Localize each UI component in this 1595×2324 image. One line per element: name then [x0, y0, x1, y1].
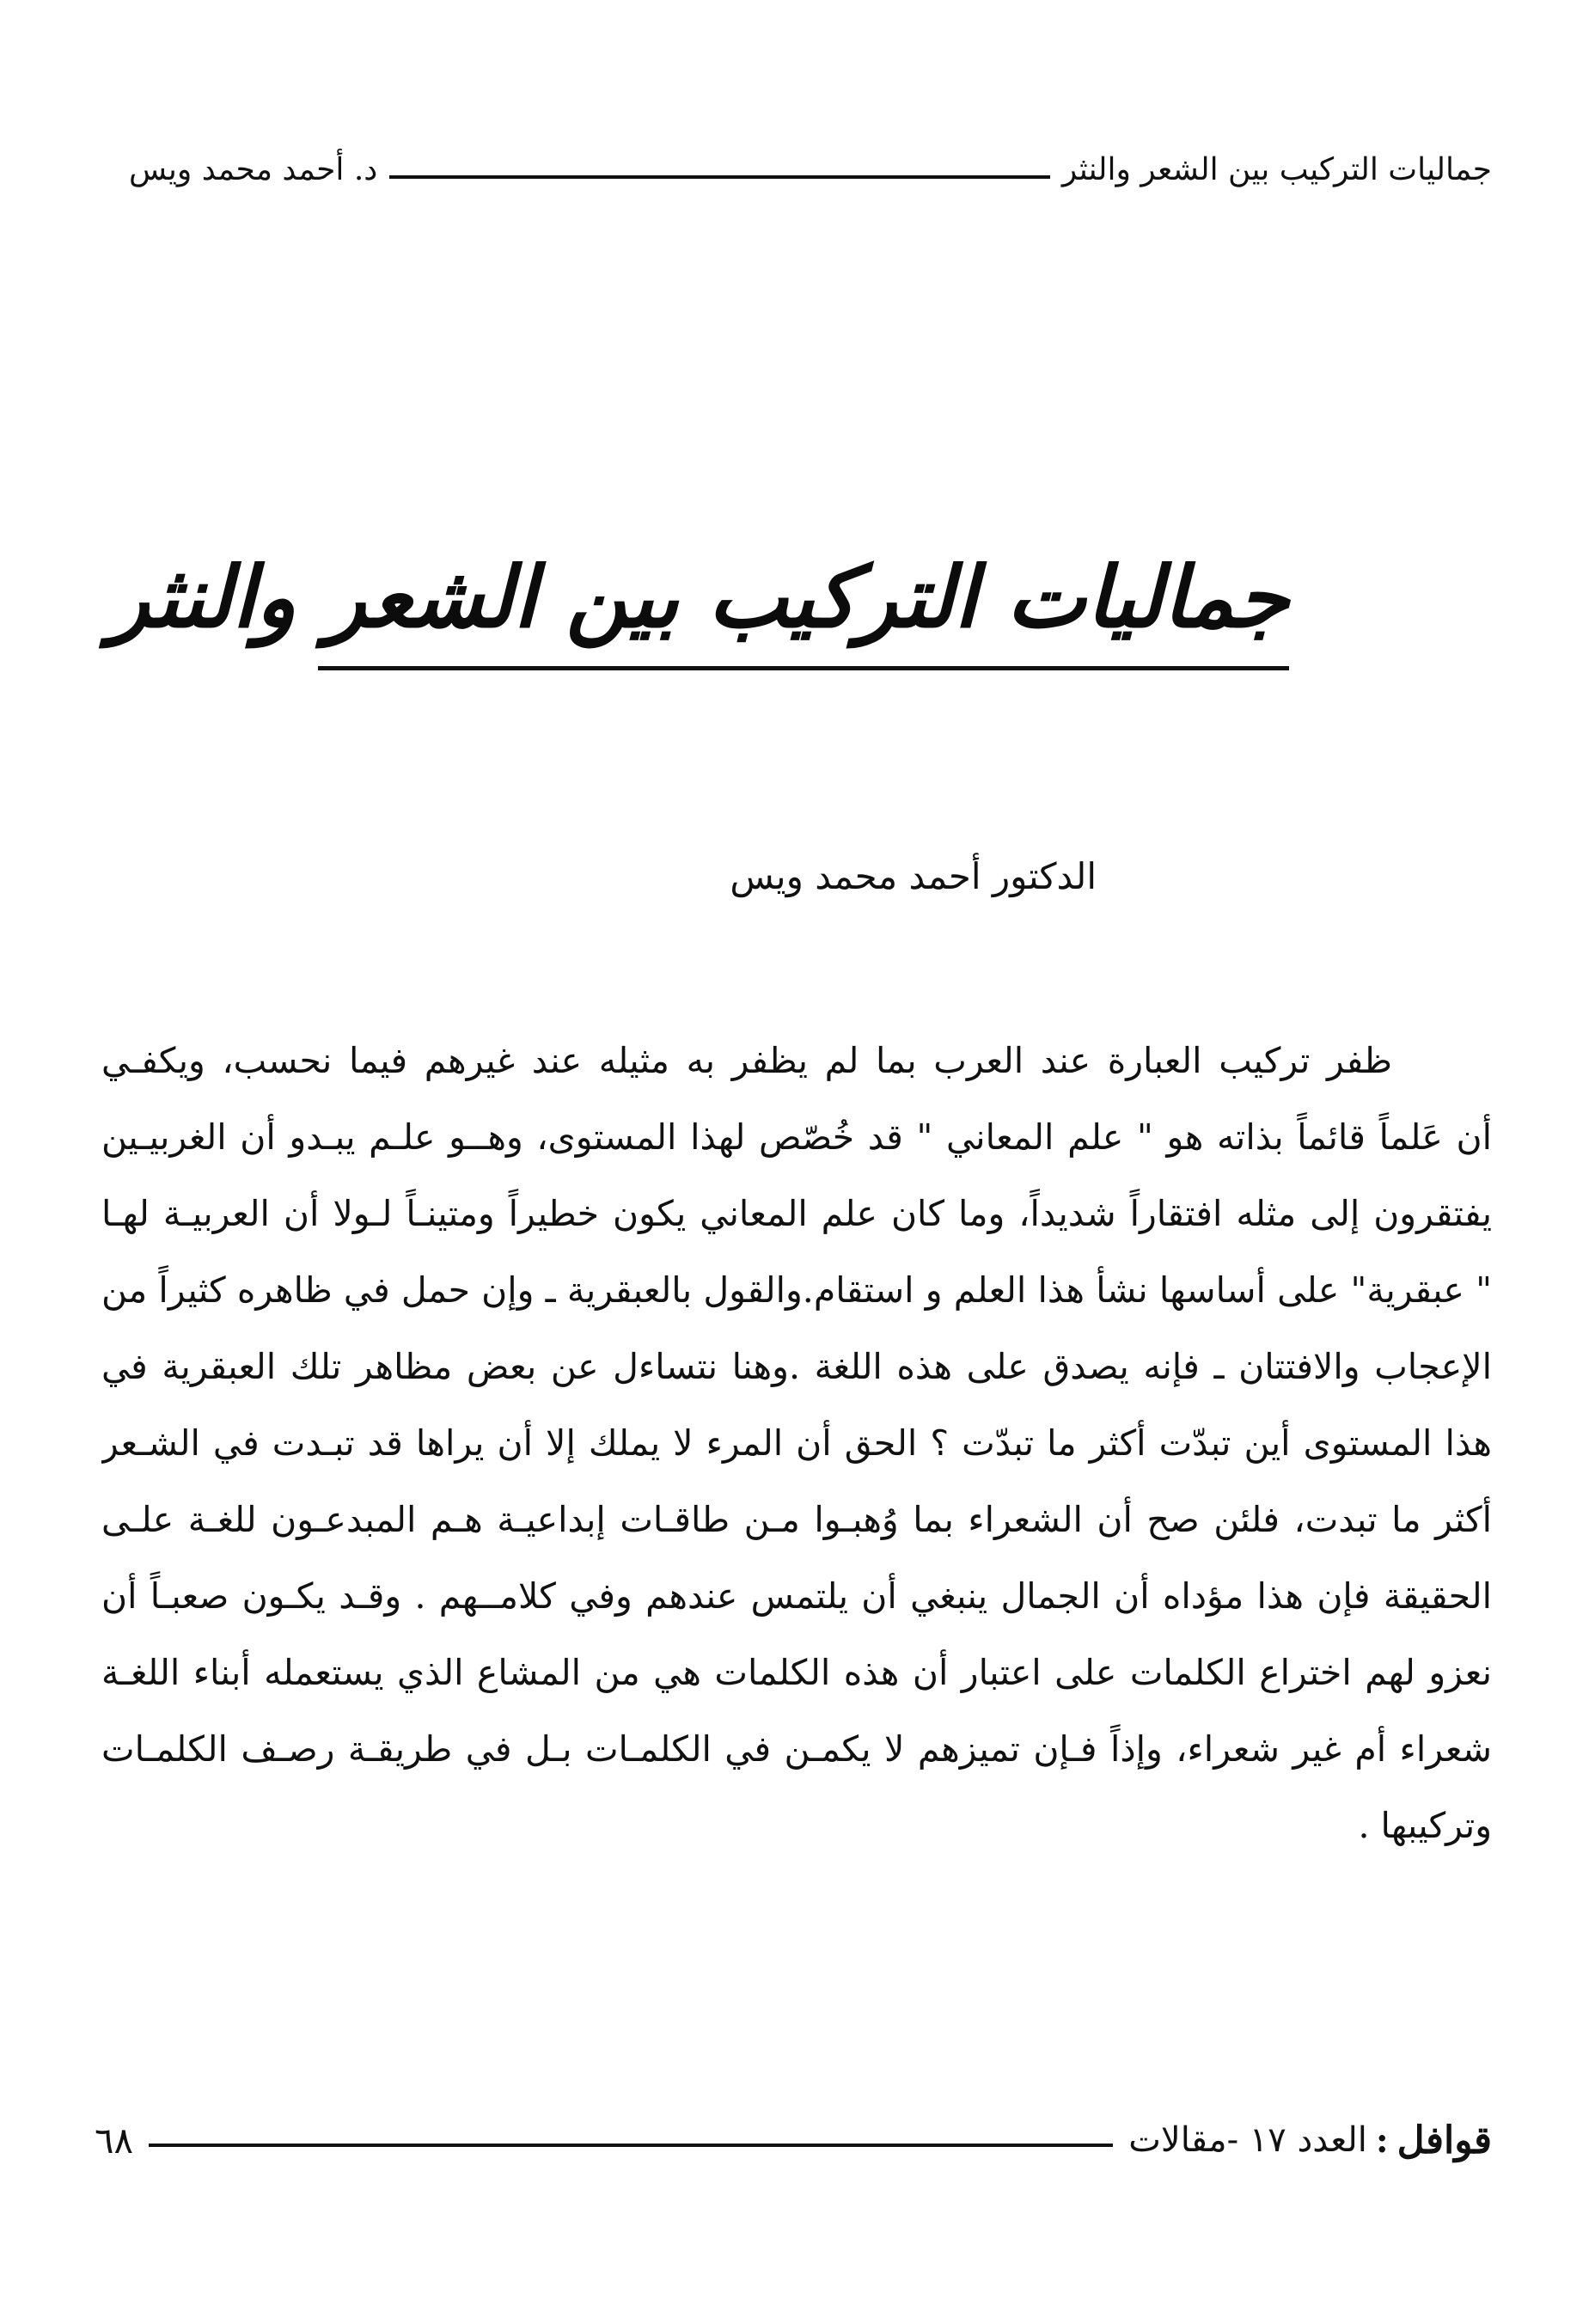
footer-rule: [149, 2144, 1113, 2147]
paragraph-line: أن عَلماً قائماً بذاته هو " علم المعاني " قد خُصّص لهذا المستوى، وهــو علـم يبـدو أن الغربيـين: [101, 1116, 1492, 1158]
title-underline: [318, 666, 1289, 670]
paragraph-line: وتركيبها .: [1358, 1805, 1492, 1846]
article-title: جماليات التركيب بين الشعر والنثر: [108, 548, 1289, 647]
paragraph-line: " عبقرية" على أساسها نشأ هذا العلم و استقام.والقول بالعبقرية ـ وإن حمل في ظاهره كثيراً من: [101, 1269, 1492, 1311]
article-author: الدكتور أحمد محمد ويس: [730, 855, 1097, 897]
paragraph-line: أكثر ما تبدت، فلئن صح أن الشعراء بما وُهبـوا مـن طاقـات إبداعيـة هـم المبدعـون للغـة علـى: [101, 1499, 1492, 1540]
paragraph-line: هذا المستوى أين تبدّت أكثر ما تبدّت ؟ الحق أن المرء لا يملك إلا أن يراها قد تبـدت في الشـعر: [101, 1422, 1492, 1464]
journal-issue: العدد ١٧ -مقالات: [1128, 2120, 1367, 2160]
paragraph-line: شعراء أم غير شعراء، وإذاً فـإن تميزهم لا يكمـن في الكلمـات بـل في طريقـة رصـف الكلمـات: [101, 1728, 1492, 1770]
running-author: د. أحمد محمد ويس: [129, 152, 378, 187]
title-block: [108, 548, 1289, 670]
paragraph-line: الإعجاب والافتتان ـ فإنه يصدق على هذه اللغة .وهنا نتساءل عن بعض مظاهر تلك العبقرية في: [101, 1346, 1492, 1387]
paragraph-line: نعزو لهم اختراع الكلمات على اعتبار أن هذه الكلمات هي من المشاع الذي يستعمله أبناء اللغـة: [101, 1652, 1492, 1693]
paragraph-line: يفتقرون إلى مثله افتقاراً شديداً، وما كان علم المعاني يكون خطيراً ومتينـاً لـولا أن العربيـة لهـا: [101, 1193, 1492, 1234]
page-number: ٦٨: [95, 2119, 134, 2162]
article-paragraph: [101, 1023, 1492, 1864]
running-title: جماليات التركيب بين الشعر والنثر: [1061, 152, 1492, 187]
running-header: [129, 144, 1492, 196]
paragraph-line: ظفر تركيب العبارة عند العرب بما لم يظفر به مثيله عند غيرهم فيما نحسب، ويكفـي: [101, 1040, 1392, 1081]
journal-info: [1128, 2119, 1492, 2162]
header-rule: [389, 175, 1050, 179]
journal-name: قوافل: [1396, 2118, 1492, 2162]
journal-separator: :: [1375, 2119, 1389, 2161]
page-footer: [95, 2113, 1492, 2168]
paragraph-line: الحقيقة فإن هذا مؤداه أن الجمال ينبغي أن يلتمس عندهم وفي كلامــهم . وقـد يكـون صعبـاً أن: [101, 1575, 1492, 1617]
